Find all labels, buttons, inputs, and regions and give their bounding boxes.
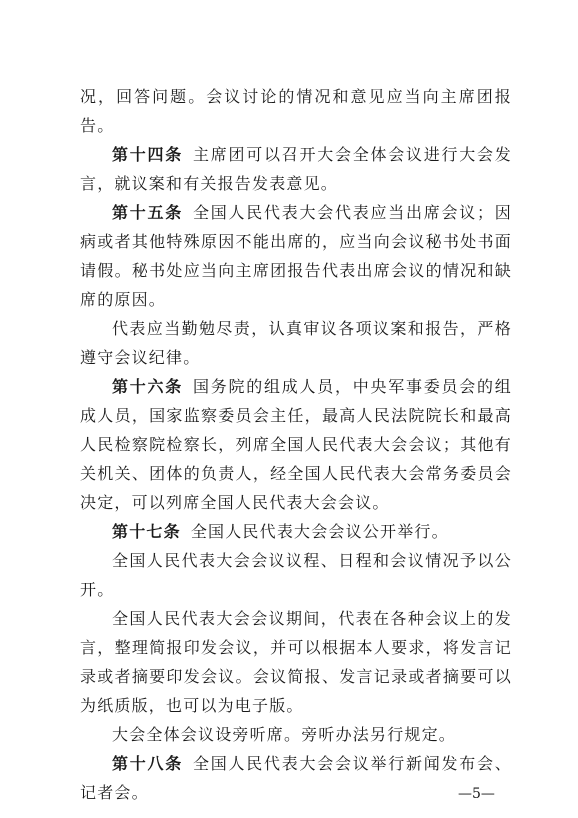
page-number: —5— xyxy=(458,786,495,802)
paragraph-text: 况，回答问题。会议讨论的情况和意见应当向主席团报告。 xyxy=(80,87,512,135)
paragraph-text: 全国人民代表大会会议举行新闻发布会、记者会。 xyxy=(80,754,512,802)
paragraph-text: 全国人民代表大会会议期间，代表在各种会议上的发言，整理简报印发会议，并可以根据本人要求，将发言记录或者摘要印发会议。会议简报、发言记录或者摘要可以为纸质版，也可以为电子版。 xyxy=(80,609,512,715)
paragraph-text: 全国人民代表大会会议公开举行。 xyxy=(190,522,449,541)
paragraph-article-15 xyxy=(80,198,512,314)
paragraph-text: 全国人民代表大会会议议程、日程和会议情况予以公开。 xyxy=(80,551,512,599)
paragraph-article-14 xyxy=(80,140,512,198)
article-number: 第十七条 xyxy=(112,522,181,541)
paragraph-text: 全国人民代表大会代表应当出席会议；因病或者其他特殊原因不能出席的，应当向会议秘书处书面请假。秘书处应当向主席团报告代表出席会议的情况和缺席的原因。 xyxy=(80,203,512,309)
paragraph-article-16 xyxy=(80,372,512,517)
article-number: 第十六条 xyxy=(112,377,184,396)
body-text xyxy=(80,82,512,807)
paragraph-text: 国务院的组成人员，中央军事委员会的组成人员，国家监察委员会主任，最高人民法院院长和最高人民检察院检察长，列席全国人民代表大会会议；其他有关机关、团体的负责人，经全国人民代表大会常务委员会决定，可以列席全国人民代表大会会议。 xyxy=(80,377,512,512)
paragraph-text: 代表应当勤勉尽责，认真审议各项议案和报告，严格遵守会议纪律。 xyxy=(80,319,512,367)
paragraph-1 xyxy=(80,82,512,140)
article-number: 第十五条 xyxy=(112,203,184,222)
paragraph-text: 大会全体会议设旁听席。旁听办法另行规定。 xyxy=(112,725,457,744)
paragraph-article-17 xyxy=(80,517,512,546)
article-number: 第十八条 xyxy=(112,754,184,773)
paragraph-article-18 xyxy=(80,749,512,807)
paragraph-8 xyxy=(80,604,512,720)
article-number: 第十四条 xyxy=(112,145,184,164)
paragraph-9 xyxy=(80,720,512,749)
paragraph-7 xyxy=(80,546,512,604)
paragraph-text: 主席团可以召开大会全体会议进行大会发言，就议案和有关报告发表意见。 xyxy=(80,145,512,193)
paragraph-4 xyxy=(80,314,512,372)
